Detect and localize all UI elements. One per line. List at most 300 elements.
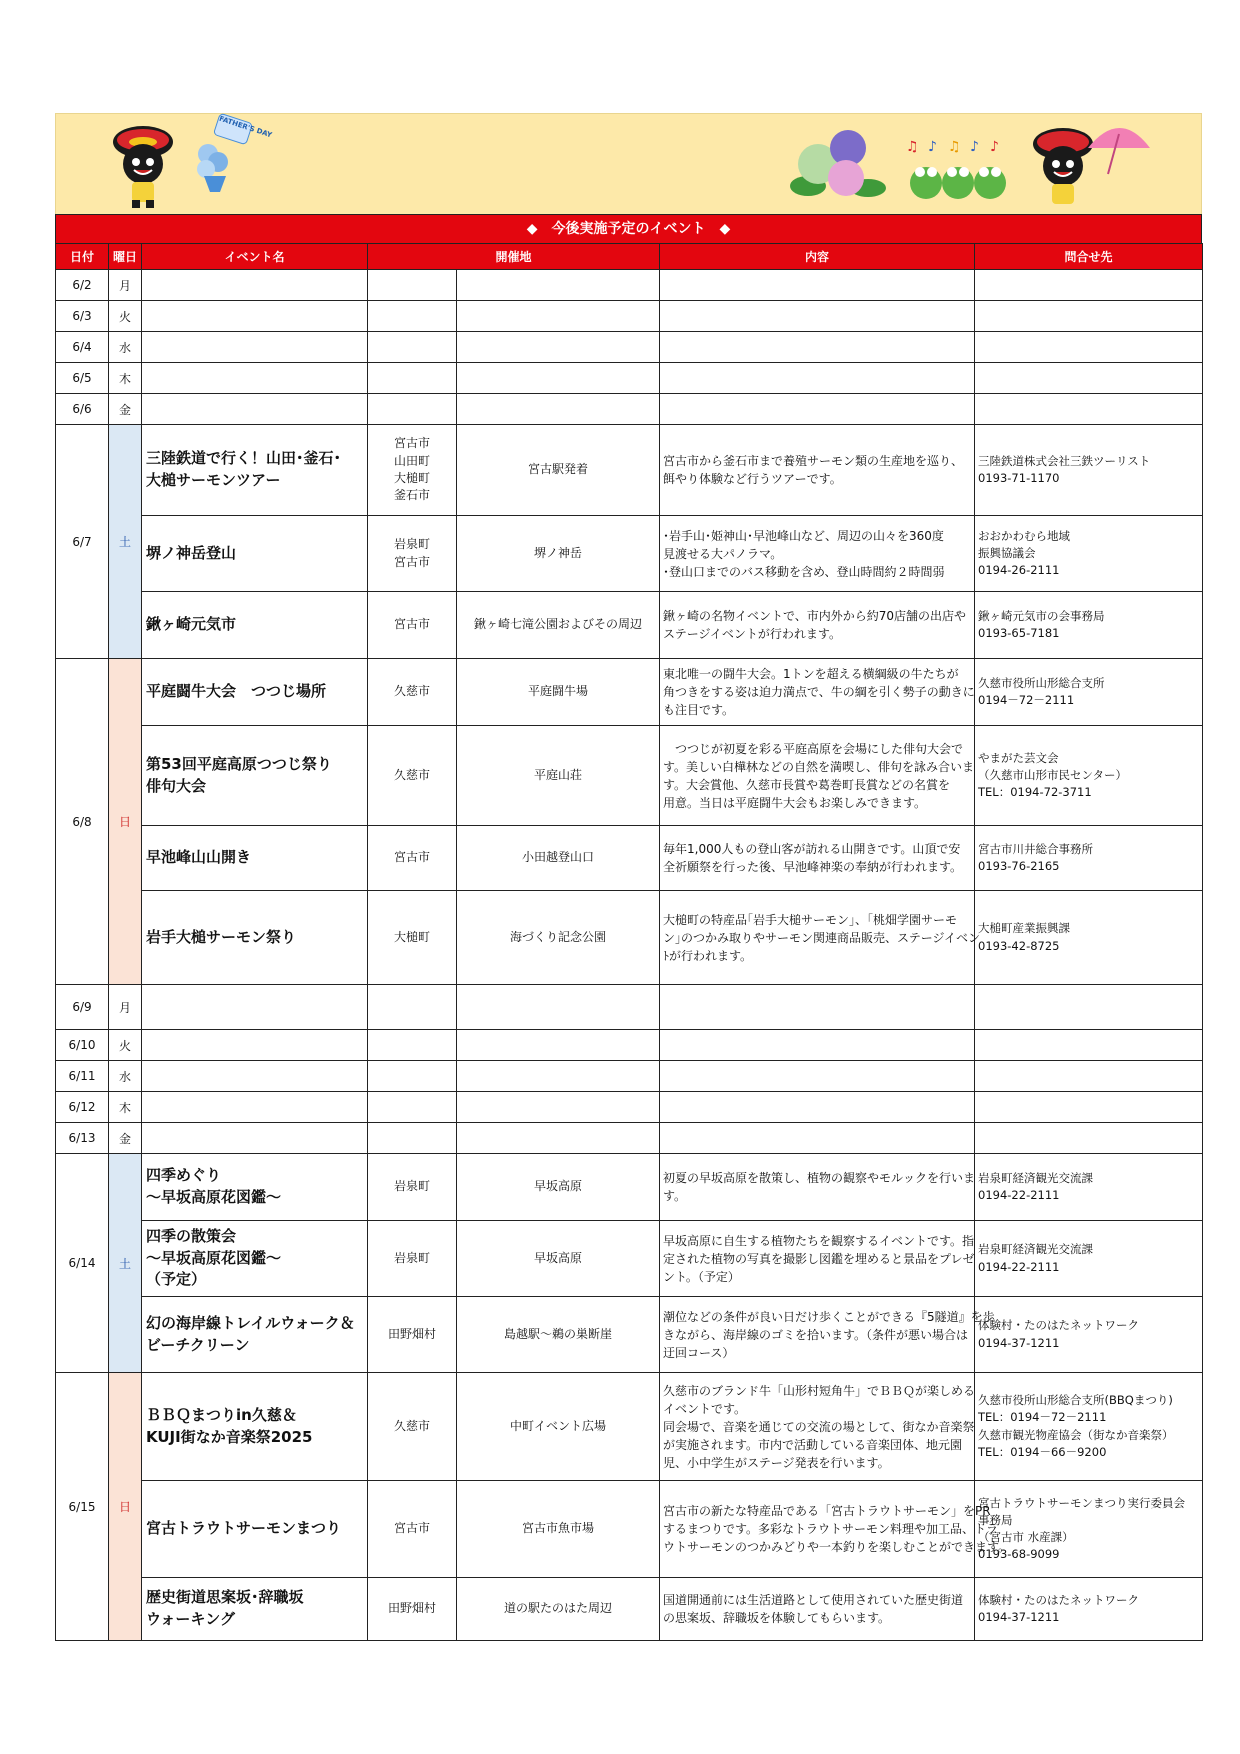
weekday-text: 金 <box>118 1131 131 1146</box>
weekday-text: 火 <box>118 1038 131 1053</box>
date-text: 6/4 <box>72 340 92 354</box>
event-name-line: 第53回平庭高原つつじ祭り <box>146 754 332 773</box>
details-cell <box>660 826 975 891</box>
contact-cell <box>975 1030 1203 1061</box>
contact-line: 0194-37-1211 <box>978 1335 1060 1350</box>
event-name-line: ～早坂高原花図鑑～ <box>146 1188 282 1206</box>
event-name-cell <box>142 1030 368 1061</box>
weekday-cell <box>109 1092 142 1123</box>
event-name-line: 宮古トラウトサーモンまつり <box>146 1519 342 1538</box>
date-text: 6/13 <box>68 1131 96 1145</box>
table-row <box>56 826 1203 891</box>
venue-cell <box>457 1061 660 1092</box>
details-line: 大槌町の特産品｢岩手大槌サーモン｣、｢桃畑学園サーモ <box>663 912 958 927</box>
venue-cell <box>457 726 660 826</box>
contact-line: 岩泉町経済観光交流課 <box>978 1242 1094 1257</box>
event-name-line: 大槌サーモンツアー <box>146 471 281 489</box>
table-row <box>56 332 1203 363</box>
venue-cell <box>457 394 660 425</box>
contact-cell <box>975 1061 1203 1092</box>
town-name: 山田町 <box>393 453 430 468</box>
venue-name: 宮古市魚市場 <box>522 1521 595 1536</box>
town-cell <box>368 826 457 891</box>
details-cell <box>660 425 975 516</box>
contact-line: TEL：0194-72-3711 <box>978 785 1092 800</box>
date-text: 6/9 <box>72 1000 92 1014</box>
weekday-cell <box>109 425 142 659</box>
table-row <box>56 985 1203 1030</box>
contact-line: 0194-26-2111 <box>978 563 1060 578</box>
details-cell <box>660 301 975 332</box>
contact-line: 岩泉町経済観光交流課 <box>978 1170 1094 1185</box>
contact-line: 久慈市観光物産協会（街なか音楽祭） <box>978 1427 1174 1442</box>
town-cell <box>368 1061 457 1092</box>
event-name-line: 堺ノ神岳登山 <box>146 543 237 562</box>
date-cell <box>56 1061 109 1092</box>
town-cell <box>368 985 457 1030</box>
svg-text:♪: ♪ <box>990 139 999 155</box>
table-row <box>56 1030 1203 1061</box>
town-cell <box>368 516 457 592</box>
contact-line: 0193-71-1170 <box>978 471 1060 485</box>
town-name: 岩泉町 <box>393 1179 430 1194</box>
contact-cell <box>975 826 1203 891</box>
event-schedule-table <box>55 243 1203 1641</box>
details-line: ･岩手山･姫神山･早池峰山など、周辺の山々を360度 <box>663 528 944 543</box>
col-header-details: 内容 <box>660 244 975 270</box>
details-line: 用意。当日は平庭闘牛大会もお楽しみできます。 <box>663 795 927 810</box>
weekday-text: 月 <box>118 1000 131 1015</box>
event-name-line: （予定） <box>146 1270 207 1289</box>
venue-cell <box>457 1373 660 1481</box>
contact-cell <box>975 1123 1203 1154</box>
event-name-cell <box>142 1578 368 1641</box>
table-row <box>56 726 1203 826</box>
details-cell <box>660 1373 975 1481</box>
contact-cell <box>975 1297 1203 1373</box>
venue-cell <box>457 516 660 592</box>
contact-line: 大槌町産業振興課 <box>978 921 1071 936</box>
details-line: イベントです。 <box>663 1401 747 1416</box>
date-text: 6/10 <box>68 1038 96 1052</box>
contact-cell <box>975 1373 1203 1481</box>
venue-name: 早坂高原 <box>534 1179 583 1194</box>
contact-cell <box>975 985 1203 1030</box>
details-line: 宮古市の新たな特産品である「宮古トラウトサーモン」をPR <box>663 1504 991 1518</box>
town-cell <box>368 301 457 332</box>
details-line: す。美しい白樺林などの自然を満喫し、俳句を詠み合いま <box>663 759 975 774</box>
event-name-line: ウォーキング <box>146 1610 235 1628</box>
contact-cell <box>975 1221 1203 1297</box>
venue-name: 中町イベント広場 <box>510 1418 607 1433</box>
weekday-cell <box>109 1154 142 1373</box>
contact-cell <box>975 1578 1203 1641</box>
town-name: 久慈市 <box>393 684 430 699</box>
town-cell <box>368 332 457 363</box>
svg-text:♪: ♪ <box>970 139 979 155</box>
date-text: 6/7 <box>72 534 92 549</box>
date-cell <box>56 659 109 985</box>
contact-line: 宮古市川井総合事務所 <box>978 841 1094 856</box>
event-name-line: 早池峰山山開き <box>146 848 252 867</box>
table-row <box>56 270 1203 301</box>
contact-cell <box>975 516 1203 592</box>
details-cell <box>660 1092 975 1123</box>
weekday-cell <box>109 270 142 301</box>
weekday-cell <box>109 1030 142 1061</box>
table-row <box>56 394 1203 425</box>
town-cell <box>368 1578 457 1641</box>
details-cell <box>660 726 975 826</box>
contact-cell <box>975 301 1203 332</box>
event-name-cell <box>142 592 368 659</box>
date-text: 6/2 <box>72 278 92 292</box>
weekday-cell <box>109 301 142 332</box>
contact-cell <box>975 1481 1203 1578</box>
details-line: も注目です。 <box>663 703 735 717</box>
contact-cell <box>975 726 1203 826</box>
event-name-line: KUJI街なか音楽祭2025 <box>146 1427 313 1446</box>
table-row <box>56 301 1203 332</box>
town-cell <box>368 1481 457 1578</box>
col-header-date: 日付 <box>56 244 109 270</box>
venue-cell <box>457 301 660 332</box>
weekday-cell <box>109 1061 142 1092</box>
town-name: 宮古市 <box>393 850 430 865</box>
details-cell <box>660 270 975 301</box>
event-name-cell <box>142 1061 368 1092</box>
venue-cell <box>457 1578 660 1641</box>
table-row <box>56 659 1203 726</box>
event-name-cell <box>142 1123 368 1154</box>
mascot-left-illustration <box>108 120 178 210</box>
svg-text:♫: ♫ <box>948 139 961 155</box>
details-cell <box>660 659 975 726</box>
details-line: 潮位などの条件が良い日だけ歩くことができる『5隧道』を歩 <box>663 1309 995 1324</box>
event-name-cell <box>142 891 368 985</box>
details-line: 毎年1,000人もの登山客が訪れる山開きです。山頂で安 <box>663 842 961 856</box>
contact-line: 0193-65-7181 <box>978 626 1060 640</box>
town-name: 大槌町 <box>393 471 430 485</box>
venue-cell <box>457 332 660 363</box>
venue-cell <box>457 1221 660 1297</box>
town-name: 大槌町 <box>393 929 430 944</box>
contact-line: 事務局 <box>978 1512 1013 1527</box>
town-name: 宮古市 <box>393 436 430 451</box>
col-header-dow: 曜日 <box>109 244 142 270</box>
column-header-row <box>56 244 1203 270</box>
venue-cell <box>457 270 660 301</box>
details-cell <box>660 1123 975 1154</box>
contact-line: 0193-68-9099 <box>978 1547 1060 1562</box>
town-name: 田野畑村 <box>387 1326 436 1341</box>
venue-cell <box>457 363 660 394</box>
details-line: が実施されます。市内で活動している音楽団体、地元園 <box>663 1437 963 1452</box>
music-notes-icon <box>906 136 1006 156</box>
venue-name: 平庭闘牛場 <box>528 684 589 699</box>
venue-cell <box>457 1123 660 1154</box>
town-cell <box>368 363 457 394</box>
date-text: 6/11 <box>68 1069 96 1083</box>
town-name: 岩泉町 <box>393 537 430 552</box>
town-cell <box>368 1373 457 1481</box>
date-cell <box>56 1092 109 1123</box>
details-cell <box>660 394 975 425</box>
details-cell <box>660 1578 975 1641</box>
town-name: 久慈市 <box>393 1418 430 1433</box>
table-row <box>56 1481 1203 1578</box>
details-line: 角つきをする姿は迫力満点で、牛の綱を引く勢子の動きに <box>663 685 975 699</box>
weekday-cell <box>109 332 142 363</box>
contact-cell <box>975 363 1203 394</box>
contact-line: 0193-76-2165 <box>978 859 1060 873</box>
weekday-cell <box>109 985 142 1030</box>
event-name-cell <box>142 1373 368 1481</box>
contact-line: やまがた芸文会 <box>978 750 1059 765</box>
town-cell <box>368 891 457 985</box>
event-name-cell <box>142 826 368 891</box>
details-line: す。大会賞他、久慈市長賞や葛巻町長賞などの名賞を <box>663 777 951 792</box>
frogs-illustration <box>908 158 1008 208</box>
contact-line: 久慈市役所山形総合支所 <box>978 675 1105 690</box>
details-line: ﾄが行われます。 <box>663 948 753 963</box>
town-name: 久慈市 <box>393 767 430 782</box>
contact-cell <box>975 270 1203 301</box>
col-header-venue: 開催地 <box>368 244 660 270</box>
details-line: 児、小中学生がステージ発表を行います。 <box>663 1455 890 1470</box>
details-line: 国道開通前には生活道路として使用されていた歴史街道 <box>663 1593 964 1607</box>
details-line: 鍬ヶ崎の名物イベントで、市内外から約70店舗の出店や <box>663 609 967 623</box>
town-cell <box>368 1221 457 1297</box>
contact-cell <box>975 394 1203 425</box>
date-text: 6/3 <box>72 309 92 323</box>
event-name-cell <box>142 985 368 1030</box>
town-name: 宮古市 <box>393 617 430 632</box>
date-cell <box>56 270 109 301</box>
date-cell <box>56 1373 109 1641</box>
col-header-contact: 問合せ先 <box>975 244 1203 270</box>
schedule-sheet <box>55 113 1202 1641</box>
contact-line: 0194-22-2111 <box>978 1259 1060 1274</box>
event-name-line: 三陸鉄道で行く！山田･釜石･ <box>146 449 342 468</box>
venue-name: 宮古駅発着 <box>528 462 589 477</box>
venue-cell <box>457 592 660 659</box>
town-cell <box>368 726 457 826</box>
details-line: ウトサーモンのつかみどりや一本釣りを楽しむことができます。 <box>663 1540 1011 1554</box>
table-row <box>56 1123 1203 1154</box>
table-row <box>56 891 1203 985</box>
event-name-line: 平庭闘牛大会 つつじ場所 <box>146 682 327 701</box>
details-line: するまつりです。多彩なトラウトサーモン料理や加工品、トラ <box>663 1522 999 1536</box>
venue-name: 道の駅たのはた周辺 <box>504 1601 613 1616</box>
venue-name: 小田越登山口 <box>522 850 595 865</box>
event-name-cell <box>142 516 368 592</box>
venue-name: 早坂高原 <box>534 1250 583 1265</box>
details-line: 久慈市のブランド牛「山形村短角牛」でＢＢＱが楽しめる <box>663 1383 976 1398</box>
contact-line: （宮古市 水産課） <box>978 1530 1074 1544</box>
event-name-cell <box>142 270 368 301</box>
event-name-line: 歴史街道思案坂･辞職坂 <box>146 1588 304 1607</box>
event-name-cell <box>142 332 368 363</box>
details-line: きながら、海岸線のゴミを拾います。（条件が悪い場合は <box>663 1327 969 1342</box>
details-line: 同会場で、音楽を通じての交流の場として、街なか音楽祭 <box>663 1419 975 1434</box>
details-line: 定された植物の写真を撮影し図鑑を埋めると景品をプレゼ <box>663 1251 975 1266</box>
table-row <box>56 1578 1203 1641</box>
table-row <box>56 1154 1203 1221</box>
contact-cell <box>975 425 1203 516</box>
table-row <box>56 1061 1203 1092</box>
event-name-cell <box>142 1297 368 1373</box>
details-cell <box>660 985 975 1030</box>
weekday-cell <box>109 394 142 425</box>
details-cell <box>660 516 975 592</box>
details-cell <box>660 592 975 659</box>
town-cell <box>368 592 457 659</box>
details-line: ･登山口までのバス移動を含め、登山時間約２時間弱 <box>663 564 945 579</box>
town-name: 宮古市 <box>393 554 430 569</box>
contact-cell <box>975 659 1203 726</box>
event-name-line: ＢＢＱまつりin久慈＆ <box>146 1405 297 1424</box>
event-name-line: 幻の海岸線トレイルウォーク＆ <box>146 1313 355 1332</box>
contact-line: 0193-42-8725 <box>978 938 1060 953</box>
table-row <box>56 592 1203 659</box>
date-text: 6/6 <box>72 402 92 416</box>
weekday-text: 土 <box>118 1256 131 1271</box>
details-line: つつじが初夏を彩る平庭高原を会場にした俳句大会で <box>663 741 964 756</box>
details-line: 初夏の早坂高原を散策し、植物の観察やモルックを行いま <box>663 1171 976 1185</box>
weekday-text: 日 <box>118 815 131 829</box>
weekday-text: 木 <box>118 1100 131 1115</box>
contact-line: 久慈市役所山形総合支所(BBQまつり) <box>978 1393 1173 1407</box>
details-line: 東北唯一の闘牛大会。1トンを超える横綱級の牛たちが <box>663 667 959 681</box>
event-name-line: 四季の散策会 <box>146 1226 237 1245</box>
event-name-cell <box>142 1221 368 1297</box>
details-cell <box>660 1221 975 1297</box>
contact-cell <box>975 1092 1203 1123</box>
venue-cell <box>457 826 660 891</box>
date-cell <box>56 1154 109 1373</box>
details-line: す。 <box>663 1189 687 1203</box>
details-cell <box>660 1030 975 1061</box>
event-name-cell <box>142 726 368 826</box>
date-cell <box>56 1030 109 1061</box>
venue-name: 鍬ヶ崎七滝公園およびその周辺 <box>474 617 643 632</box>
contact-line: （久慈市山形市民センター） <box>978 767 1128 782</box>
details-cell <box>660 1297 995 1373</box>
table-row <box>56 425 1203 516</box>
event-name-cell <box>142 1154 368 1221</box>
table-row <box>56 516 1203 592</box>
venue-cell <box>457 891 660 985</box>
table-row <box>56 1221 1203 1297</box>
venue-cell <box>457 425 660 516</box>
details-line: 早坂高原に自生する植物たちを観察するイベントです。指 <box>663 1233 975 1248</box>
table-row <box>56 1373 1203 1481</box>
date-cell <box>56 1123 109 1154</box>
contact-cell <box>975 332 1203 363</box>
details-line: の思案坂、辞職坂を体験してもらいます。 <box>663 1611 891 1625</box>
date-cell <box>56 363 109 394</box>
venue-cell <box>457 1030 660 1061</box>
table-row <box>56 1297 1203 1373</box>
table-row <box>56 1092 1203 1123</box>
weekday-cell <box>109 363 142 394</box>
weekday-text: 月 <box>118 278 131 293</box>
town-name: 宮古市 <box>393 1521 430 1536</box>
hydrangea-illustration <box>788 126 888 206</box>
weekday-text: 水 <box>118 340 131 355</box>
event-name-line: 岩手大槌サーモン祭り <box>146 927 297 946</box>
venue-cell <box>457 1154 660 1221</box>
header-banner <box>55 113 1202 214</box>
contact-line: TEL：0194－72－2111 <box>978 1410 1107 1425</box>
town-cell <box>368 1123 457 1154</box>
event-name-cell <box>142 659 368 726</box>
details-line: 見渡せる大パノラマ。 <box>663 546 783 561</box>
fathers-day-text: FATHER'S DAY <box>218 114 273 140</box>
town-name: 岩泉町 <box>393 1250 430 1265</box>
weekday-cell <box>109 659 142 985</box>
venue-cell <box>457 1481 660 1578</box>
contact-line: 0194-37-1211 <box>978 1610 1060 1624</box>
town-cell <box>368 1030 457 1061</box>
details-line: ステージイベントが行われます。 <box>663 627 841 641</box>
details-line: ント。（予定） <box>663 1269 740 1284</box>
weekday-text: 木 <box>118 371 131 386</box>
col-header-event-name: イベント名 <box>142 244 368 270</box>
town-cell <box>368 270 457 301</box>
contact-cell <box>975 891 1203 985</box>
date-cell <box>56 332 109 363</box>
town-name: 田野畑村 <box>387 1601 436 1616</box>
contact-line: 宮古トラウトサーモンまつり実行委員会 <box>978 1495 1186 1510</box>
event-name-cell <box>142 425 368 516</box>
date-text: 6/5 <box>72 371 92 385</box>
event-name-cell <box>142 1092 368 1123</box>
weekday-text: 土 <box>118 535 131 549</box>
venue-name: 海づくり記念公園 <box>510 929 607 944</box>
venue-cell <box>457 659 660 726</box>
venue-cell <box>457 1297 660 1373</box>
venue-name: 平庭山荘 <box>534 767 583 782</box>
contact-line: 体験村・たのはたネットワーク <box>978 1592 1140 1607</box>
contact-cell <box>975 592 1203 659</box>
event-name-cell <box>142 363 368 394</box>
contact-cell <box>975 1154 1203 1221</box>
event-name-line: 四季めぐり <box>146 1166 222 1185</box>
section-title: ◆ 今後実施予定のイベント ◆ <box>55 214 1202 243</box>
details-line: 全祈願祭を行った後、早池峰神楽の奉納が行われます。 <box>663 860 963 874</box>
contact-line: TEL：0194－66－9200 <box>978 1444 1107 1459</box>
date-cell <box>56 301 109 332</box>
details-cell <box>660 363 975 394</box>
date-text: 6/12 <box>68 1100 96 1114</box>
event-name-line: ～早坂高原花図鑑～ <box>146 1248 282 1267</box>
contact-line: 三陸鉄道株式会社三鉄ツーリスト <box>978 453 1151 468</box>
svg-text:♫: ♫ <box>906 139 919 155</box>
contact-line: 体験村・たのはたネットワーク <box>978 1318 1140 1333</box>
town-cell <box>368 425 457 516</box>
details-cell <box>660 891 980 985</box>
event-name-cell <box>142 301 368 332</box>
weekday-text: 金 <box>118 402 131 417</box>
details-line: ン｣のつかみ取りやサーモン関連商品販売、ステージイベン <box>663 930 980 945</box>
weekday-text: 日 <box>118 1500 131 1514</box>
weekday-text: 水 <box>118 1069 131 1084</box>
date-cell <box>56 394 109 425</box>
weekday-cell <box>109 1123 142 1154</box>
town-cell <box>368 659 457 726</box>
